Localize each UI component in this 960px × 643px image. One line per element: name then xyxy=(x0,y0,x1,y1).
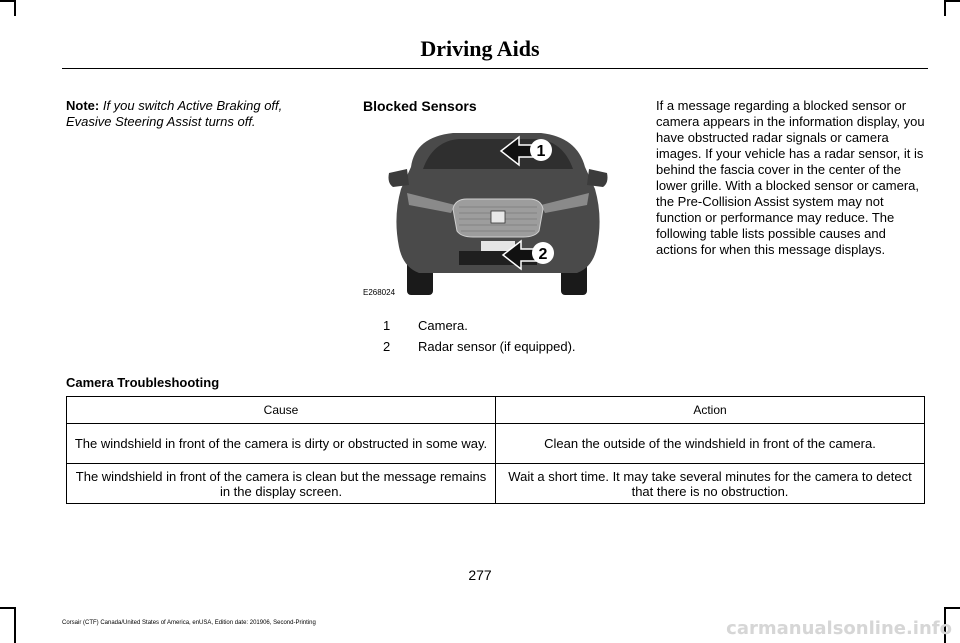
header-action: Action xyxy=(496,397,925,424)
action-cell: Wait a short time. It may take several minutes for the camera to detect that there is no obstruction. xyxy=(496,464,925,504)
table-title: Camera Troubleshooting xyxy=(66,375,220,390)
legend-number: 1 xyxy=(383,318,391,333)
figure-legend-item xyxy=(363,318,613,334)
cause-cell: The windshield in front of the camera is clean but the message remains in the display screen. xyxy=(67,464,496,504)
crop-mark xyxy=(944,0,946,16)
page-number: 277 xyxy=(468,567,492,583)
camera-troubleshooting-table xyxy=(66,396,925,504)
footer-edition: Corsair (CTF) Canada/United States of America, enUSA, Edition date: 201906, Second-Printing xyxy=(62,620,316,626)
emblem xyxy=(491,211,505,223)
legend-text: Camera. xyxy=(418,318,468,333)
vehicle-illustration xyxy=(363,127,623,303)
legend-text: Radar sensor (if equipped). xyxy=(418,339,576,354)
page-title: Driving Aids xyxy=(420,36,540,61)
crop-mark xyxy=(14,607,16,643)
crop-mark xyxy=(14,0,16,16)
figure-legend-item xyxy=(363,339,613,355)
cause-cell: The windshield in front of the camera is dirty or obstructed in some way. xyxy=(67,424,496,464)
callout-label-1: 1 xyxy=(536,143,546,160)
table-row xyxy=(67,464,925,504)
legend-number: 2 xyxy=(383,339,391,354)
vehicle-front-figure xyxy=(363,127,623,303)
blocked-sensors-paragraph: If a message regarding a blocked sensor or camera appears in the information display, you have obstructed radar signals or camera images. If your vehicle has a radar sensor, it is behind the fascia cover in the center of the lower grille. With a blocked sensor or camera, the Pre-Collision Assist system may not function or performance may reduce. The following table lists possible causes and actions for when this message displays. xyxy=(656,98,925,257)
section-heading: Blocked Sensors xyxy=(363,98,477,114)
action-cell: Clean the outside of the windshield in front of the camera. xyxy=(496,424,925,464)
crop-mark xyxy=(944,607,960,609)
note-text: If you switch Active Braking off, Evasive Steering Assist turns off. xyxy=(66,98,283,129)
note-block xyxy=(66,98,326,130)
figure-id: E268024 xyxy=(363,288,396,297)
header-cause: Cause xyxy=(67,397,496,424)
callout-label-2: 2 xyxy=(538,246,548,263)
table-header-row xyxy=(67,397,925,424)
note-label: Note: xyxy=(66,98,100,113)
crop-mark xyxy=(944,0,960,2)
table-row xyxy=(67,424,925,464)
watermark: carmanualsonline.info xyxy=(726,618,952,639)
header-divider xyxy=(62,68,928,69)
